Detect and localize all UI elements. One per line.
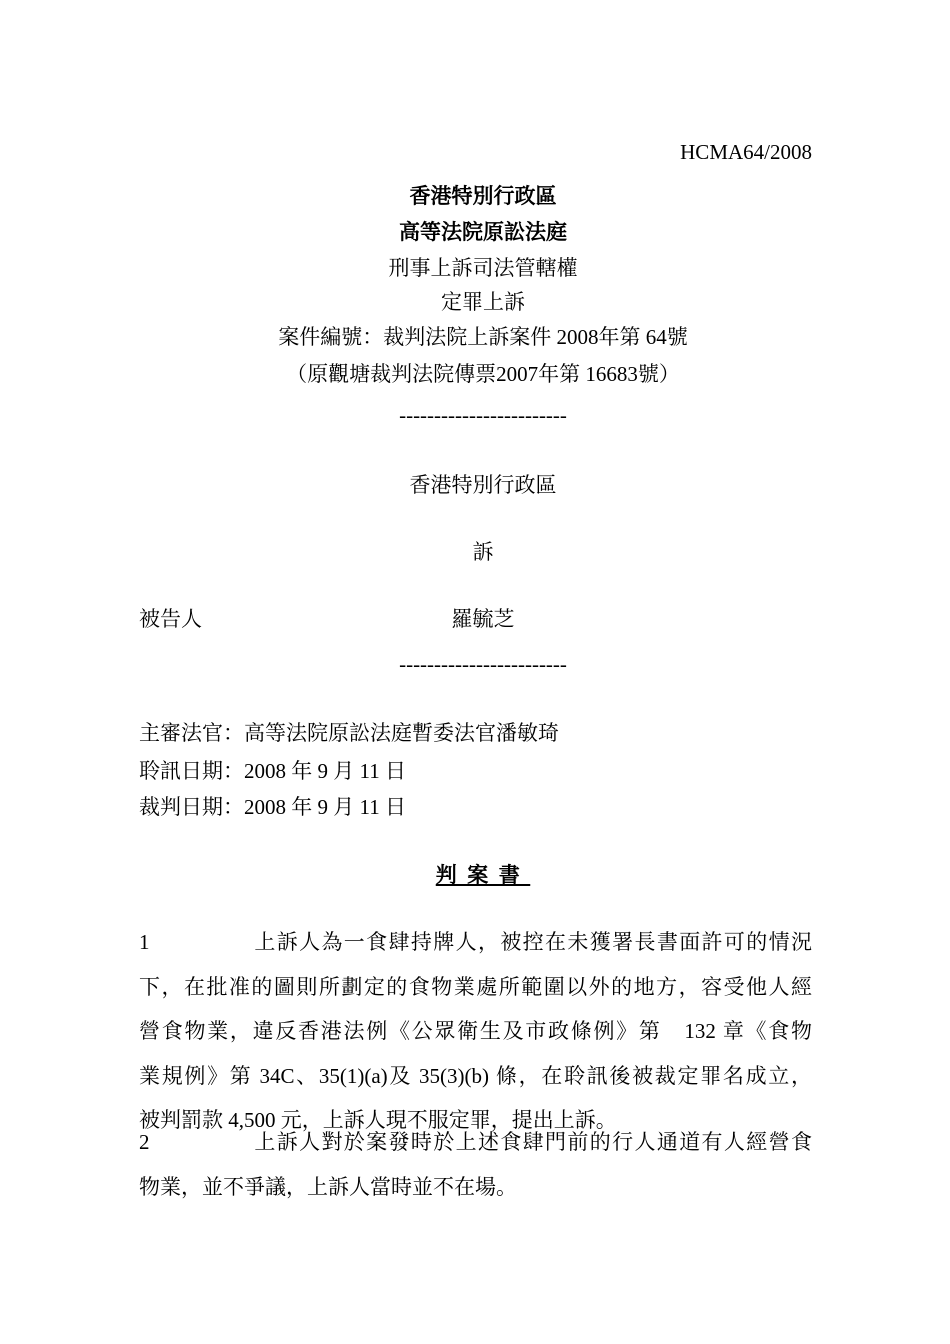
judgment-heading: 判案書 [435, 863, 531, 887]
appeal-type: 定罪上訴 [441, 290, 525, 314]
case-number: 案件編號：裁判法院上訴案件 2008年第 64號 [278, 325, 688, 349]
versus-label: 訴 [472, 540, 494, 564]
original-case: （原觀塘裁判法院傳票2007年第 16683號） [286, 362, 680, 386]
defendant-name: 羅毓芝 [451, 607, 515, 631]
hearing-date: 聆訊日期：2008 年 9 月 11 日 [139, 759, 406, 783]
jurisdiction: 刑事上訴司法管轄權 [388, 256, 578, 280]
judgment-date: 裁判日期：2008 年 9 月 11 日 [139, 795, 406, 819]
parties-divider: ------------------------ [399, 652, 567, 676]
defendant-label: 被告人 [139, 607, 202, 631]
paragraph-line: 下，在批准的圖則所劃定的食物業處所範圍以外的地方，容受他人經 [139, 974, 812, 999]
paragraph-line: 營食物業，違反香港法例《公眾衛生及市政條例》第 132 章《食物 [139, 1019, 812, 1043]
paragraph-line: 被判罰款 4,500 元，上訴人現不服定罪，提出上訴。 [139, 1108, 617, 1132]
paragraph-text: 上訴人對於案發時於上述食肆門前的行人通道有人經營食 [253, 1130, 812, 1154]
paragraph-text: 上訴人為一食肆持牌人，被控在未獲署長書面許可的情況 [253, 930, 812, 954]
paragraph-line: 業規例》第 34C、35(1)(a)及 35(3)(b) 條，在聆訊後被裁定罪名成立， [139, 1063, 812, 1088]
paragraph-2-line-1 [139, 1120, 812, 1165]
paragraph-line: 物業，並不爭議，上訴人當時並不在場。 [139, 1174, 517, 1199]
case-reference: HCMA64/2008 [680, 140, 812, 164]
paragraph-1 [139, 920, 812, 1143]
paragraph-2 [139, 1120, 812, 1209]
paragraph-number: 1 [139, 930, 150, 954]
presiding-judge: 主審法官：高等法院原訟法庭暫委法官潘敏琦 [139, 721, 559, 745]
paragraph-1-line-1 [139, 920, 812, 965]
court-title: 高等法院原訟法庭 [399, 220, 567, 244]
header-divider: ------------------------ [399, 403, 567, 427]
paragraph-number: 2 [139, 1130, 150, 1154]
prosecutor-name: 香港特別行政區 [409, 473, 557, 497]
region-title: 香港特別行政區 [409, 184, 557, 208]
